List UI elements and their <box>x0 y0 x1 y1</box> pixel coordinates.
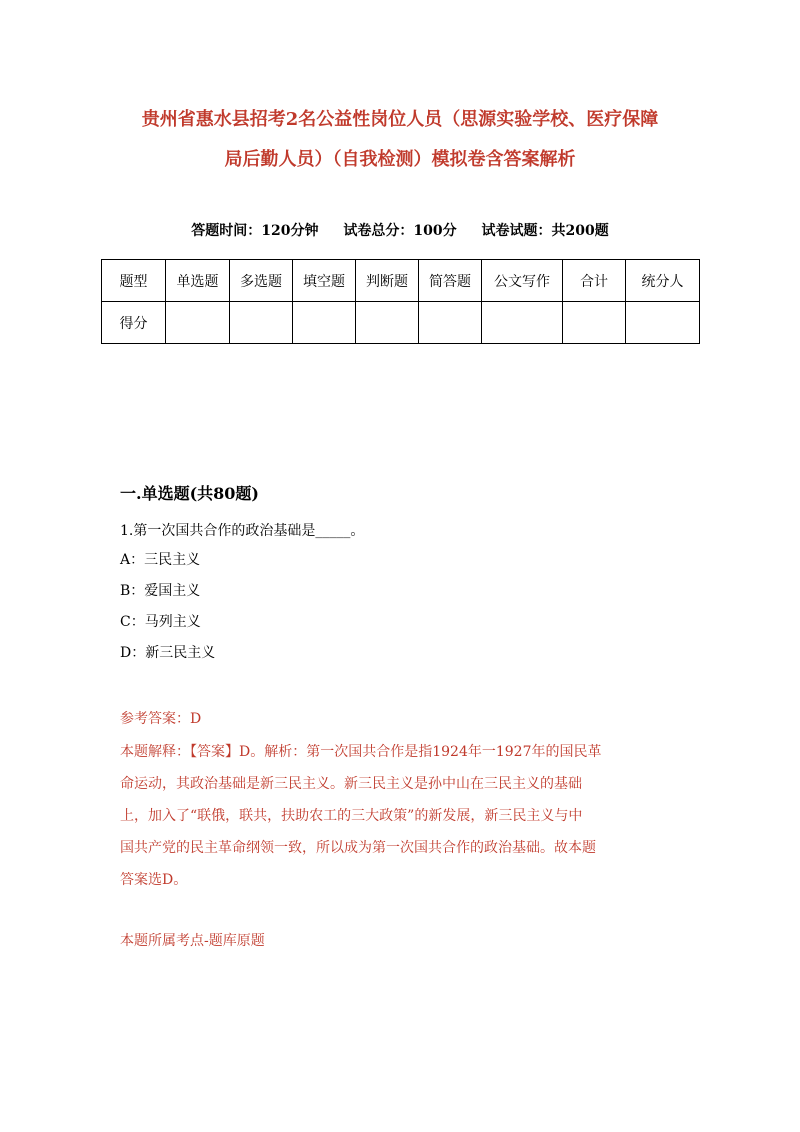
option-a: A：三民主义 <box>120 552 201 568</box>
score-row-label: 得分 <box>102 302 166 344</box>
score-table <box>101 259 700 344</box>
exam-total-score: 试卷总分：100分 <box>343 223 457 239</box>
exam-info <box>100 220 700 240</box>
header-cell: 判断题 <box>356 260 419 302</box>
explanation-line: 国共产党的民主革命纲领一致，所以成为第一次国共合作的政治基础。故本题 <box>120 840 596 856</box>
page-title-line-1: 贵州省惠水县招考2名公益性岗位人员（思源实验学校、医疗保障 <box>141 109 659 130</box>
option-b: B：爱国主义 <box>120 583 201 599</box>
exam-question-count: 试卷试题：共200题 <box>481 223 609 239</box>
explanation-line: 本题解释：【答案】D。解析：第一次国共合作是指1924年一1927年的国民革 <box>120 744 602 760</box>
question-topic: 本题所属考点-题库原题 <box>120 933 265 949</box>
score-cell <box>563 302 626 344</box>
score-cell <box>626 302 700 344</box>
answer-explanation <box>120 736 680 896</box>
section-heading: 一.单选题(共80题) <box>120 484 259 503</box>
header-cell: 公文写作 <box>482 260 563 302</box>
score-cell <box>166 302 230 344</box>
reference-answer: 参考答案：D <box>120 711 202 727</box>
score-cell <box>419 302 482 344</box>
option-c: C：马列主义 <box>120 614 201 630</box>
score-cell <box>482 302 563 344</box>
option-list <box>120 550 215 674</box>
page-title-line-2: 局后勤人员）（自我检测）模拟卷含答案解析 <box>224 149 576 170</box>
explanation-line: 命运动，其政治基础是新三民主义。新三民主义是孙中山在三民主义的基础 <box>120 776 582 792</box>
score-table-header-row <box>102 260 700 302</box>
question-text: 1.第一次国共合作的政治基础是_____。 <box>120 523 365 539</box>
header-cell: 填空题 <box>293 260 356 302</box>
header-cell: 多选题 <box>230 260 293 302</box>
header-cell: 题型 <box>102 260 166 302</box>
header-cell: 合计 <box>563 260 626 302</box>
option-d: D：新三民主义 <box>120 645 216 661</box>
explanation-line: 答案选D。 <box>120 872 188 888</box>
header-cell: 单选题 <box>166 260 230 302</box>
header-cell: 统分人 <box>626 260 700 302</box>
score-cell <box>356 302 419 344</box>
header-cell: 简答题 <box>419 260 482 302</box>
score-cell <box>293 302 356 344</box>
exam-time: 答题时间：120分钟 <box>191 223 319 239</box>
score-table-score-row <box>102 302 700 344</box>
score-cell <box>230 302 293 344</box>
page-title <box>110 100 690 180</box>
explanation-line: 上，加入了“联俄，联共，扶助农工的三大政策”的新发展，新三民主义与中 <box>120 808 583 824</box>
